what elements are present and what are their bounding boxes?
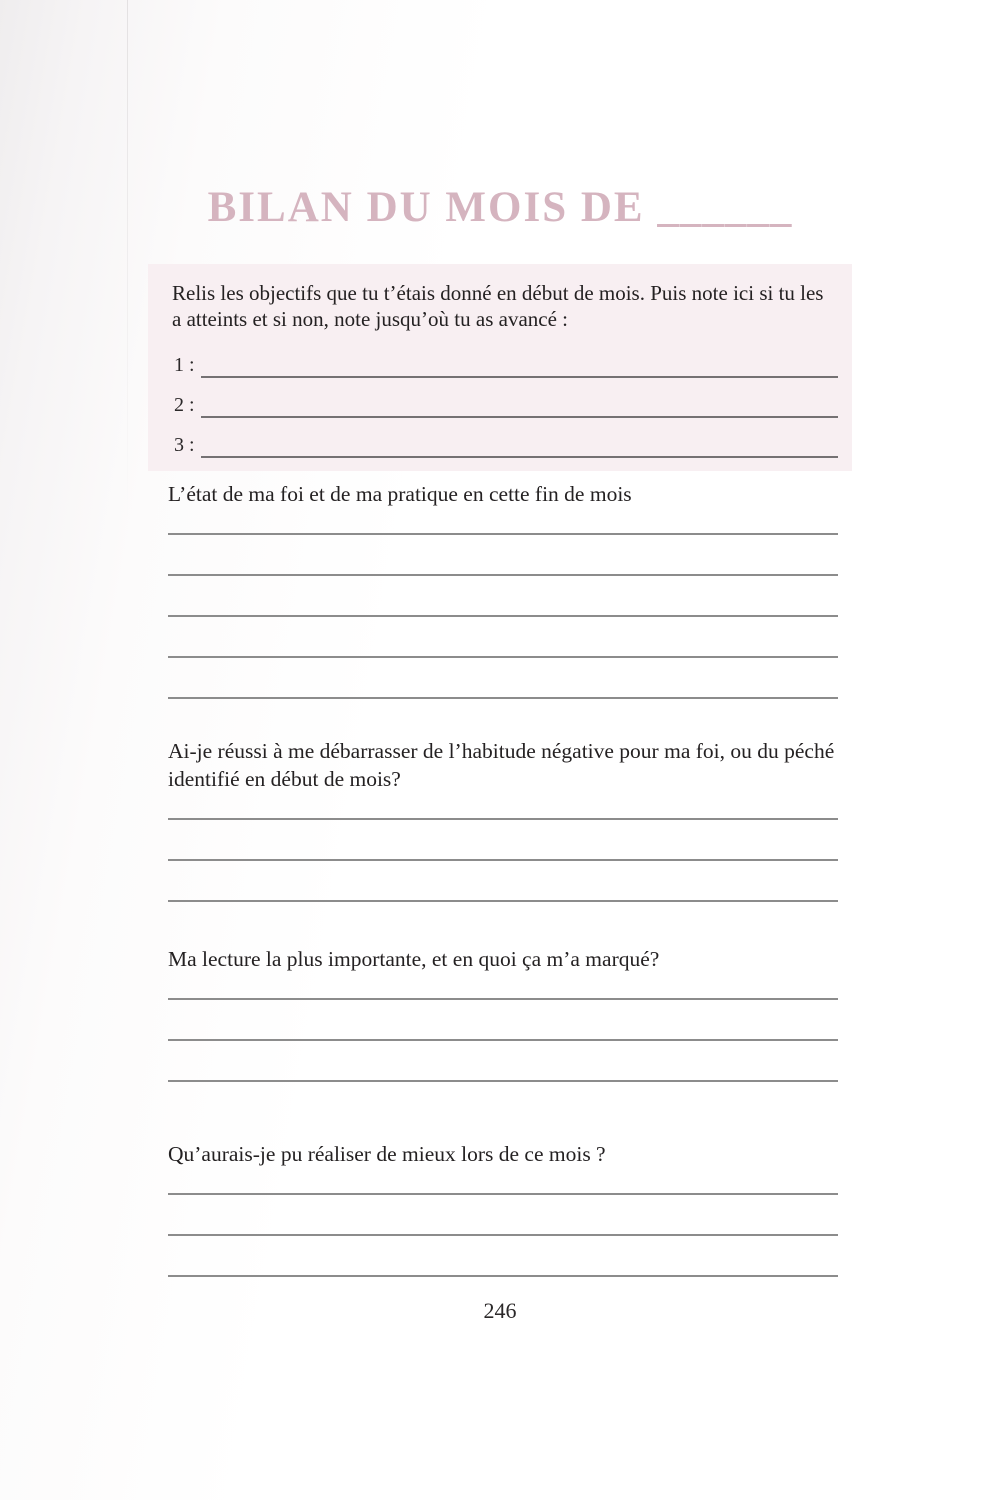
write-in-line (168, 1168, 838, 1195)
objectives-instruction: Relis les objectifs que tu t’étais donné en début de mois. Puis note ici si tu les a atteints et si non, note jusqu’où tu as avancé : (172, 281, 824, 331)
section-question: Ma lecture la plus importante, et en quoi ça m’a marqué? (168, 947, 660, 971)
write-in-line (168, 973, 838, 1000)
section-lines (168, 973, 838, 1082)
objective-row (172, 338, 838, 378)
write-in-line (168, 1195, 838, 1236)
page-title-text: BILAN DU MOIS DE (207, 184, 645, 231)
objectives-lines (172, 338, 838, 458)
write-in-line (168, 820, 838, 861)
section-lines (168, 793, 838, 902)
write-in-line (201, 416, 838, 418)
question-section (168, 945, 838, 1082)
write-in-line (168, 617, 838, 658)
write-in-line (168, 1236, 838, 1277)
question-section (168, 737, 838, 902)
write-in-line (168, 1000, 838, 1041)
objective-row (172, 378, 838, 418)
question-sections (168, 480, 838, 1277)
section-question: Ai-je réussi à me débarrasser de l’habitude négative pour ma foi, ou du péché identifié en début de mois? (168, 739, 835, 791)
write-in-line (168, 793, 838, 820)
objective-number-label: 3 : (174, 434, 195, 456)
page-title (0, 183, 1000, 232)
section-question: Qu’aurais-je pu réaliser de mieux lors de ce mois ? (168, 1142, 606, 1166)
objective-number-label: 1 : (174, 354, 195, 376)
write-in-line (168, 1041, 838, 1082)
objective-number-label: 2 : (174, 394, 195, 416)
objective-row (172, 418, 838, 458)
write-in-line (168, 658, 838, 699)
write-in-line (201, 376, 838, 378)
question-section (168, 480, 838, 699)
write-in-line (168, 576, 838, 617)
objectives-review-box (148, 264, 852, 471)
question-section (168, 1140, 838, 1277)
write-in-line (201, 456, 838, 458)
page-number: 246 (483, 1298, 517, 1323)
section-lines (168, 508, 838, 699)
write-in-line (168, 508, 838, 535)
write-in-line (168, 535, 838, 576)
title-blank-line: ______ (657, 184, 793, 231)
page-edge-shadow (127, 0, 128, 520)
section-question: L’état de ma foi et de ma pratique en cette fin de mois (168, 482, 632, 506)
section-lines (168, 1168, 838, 1277)
write-in-line (168, 861, 838, 902)
